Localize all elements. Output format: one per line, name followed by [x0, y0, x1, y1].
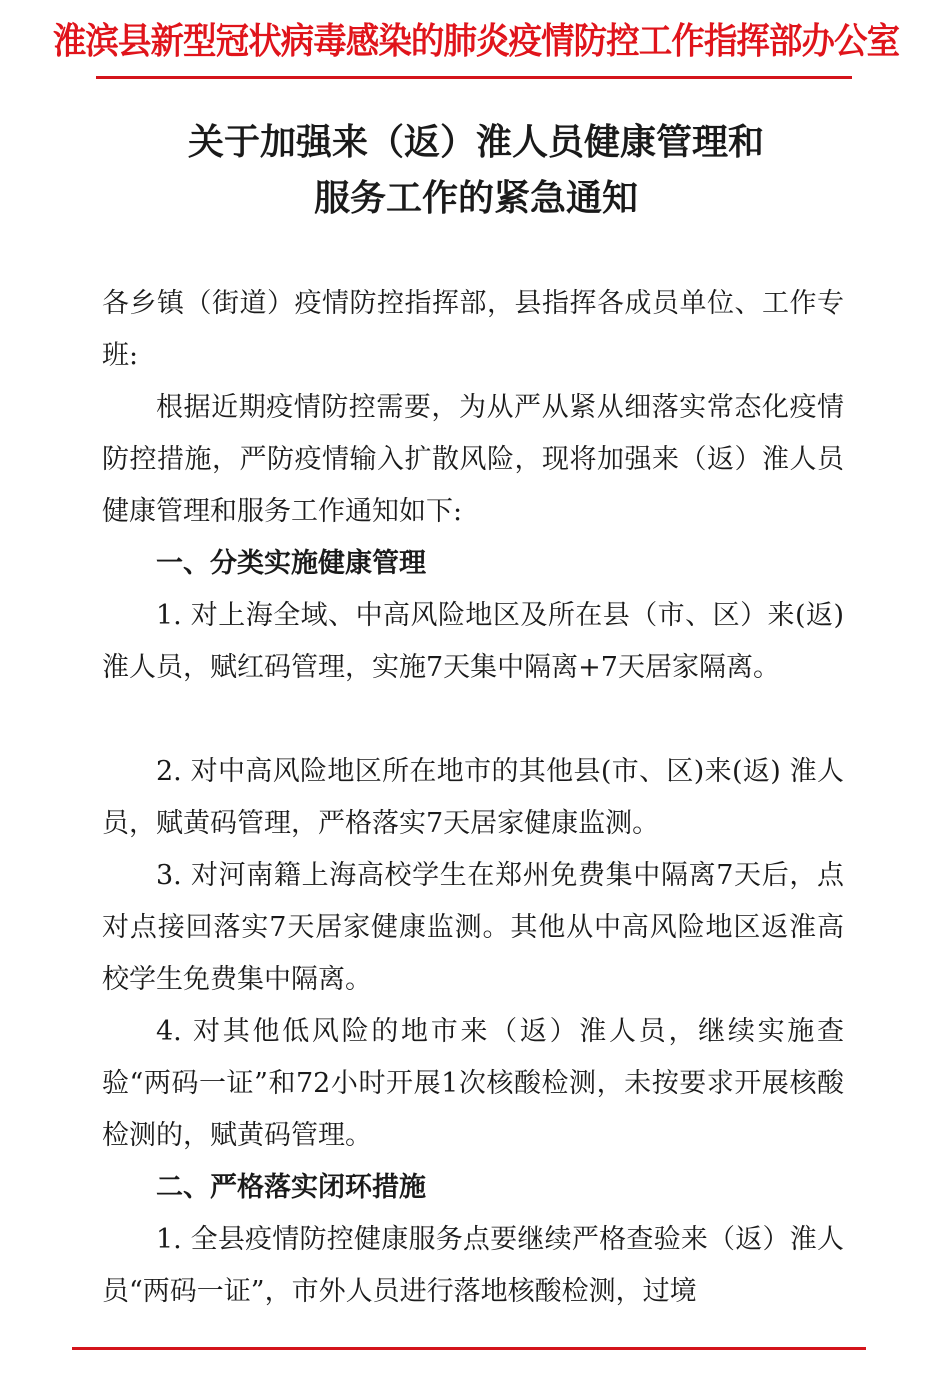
section-2-item-1: 1. 全县疫情防控健康服务点要继续严格查验来（返）淮人员“两码一证”，市外人员进行落地核酸检测，过境 [102, 1224, 844, 1307]
section-1-heading: 一、分类实施健康管理 [156, 548, 426, 579]
title-line-2: 服务工作的紧急通知 [313, 177, 638, 219]
title-line-1: 关于加强来（返）淮人员健康管理和 [187, 121, 764, 163]
section-1-item-1: 1. 对上海全域、中高风险地区及所在县（市、区）来(返) 淮人员，赋红码管理，实施7天集中隔离+7天居家隔离。 [102, 600, 844, 683]
issuing-office-header: 淮滨县新型冠状病毒感染的肺炎疫情防控工作指挥部办公室 [52, 21, 900, 62]
section-1-item-2: 2. 对中高风险地区所在地市的其他县(市、区)来(返) 淮人员，赋黄码管理，严格落实7天居家健康监测。 [102, 756, 844, 839]
addressee-paragraph: 各乡镇（街道）疫情防控指挥部，县指挥各成员单位、工作专班: [102, 288, 844, 371]
section-1-item-4: 4. 对其他低风险的地市来（返）淮人员，继续实施查验“两码一证”和72小时开展1次核酸检测，未按要求开展核酸检测的，赋黄码管理。 [102, 1016, 844, 1151]
section-2-heading: 二、严格落实闭环措施 [156, 1172, 426, 1203]
section-1-item-3: 3. 对河南籍上海高校学生在郑州免费集中隔离7天后，点对点接回落实7天居家健康监测。其他从中高风险地区返淮高校学生免费集中隔离。 [102, 860, 844, 995]
footer-red-rule [72, 1347, 866, 1350]
intro-paragraph: 根据近期疫情防控需要，为从严从紧从细落实常态化疫情防控措施，严防疫情输入扩散风险，现将加强来（返）淮人员健康管理和服务工作通知如下: [102, 392, 844, 527]
document-title [0, 114, 952, 226]
header-red-rule [96, 76, 852, 79]
